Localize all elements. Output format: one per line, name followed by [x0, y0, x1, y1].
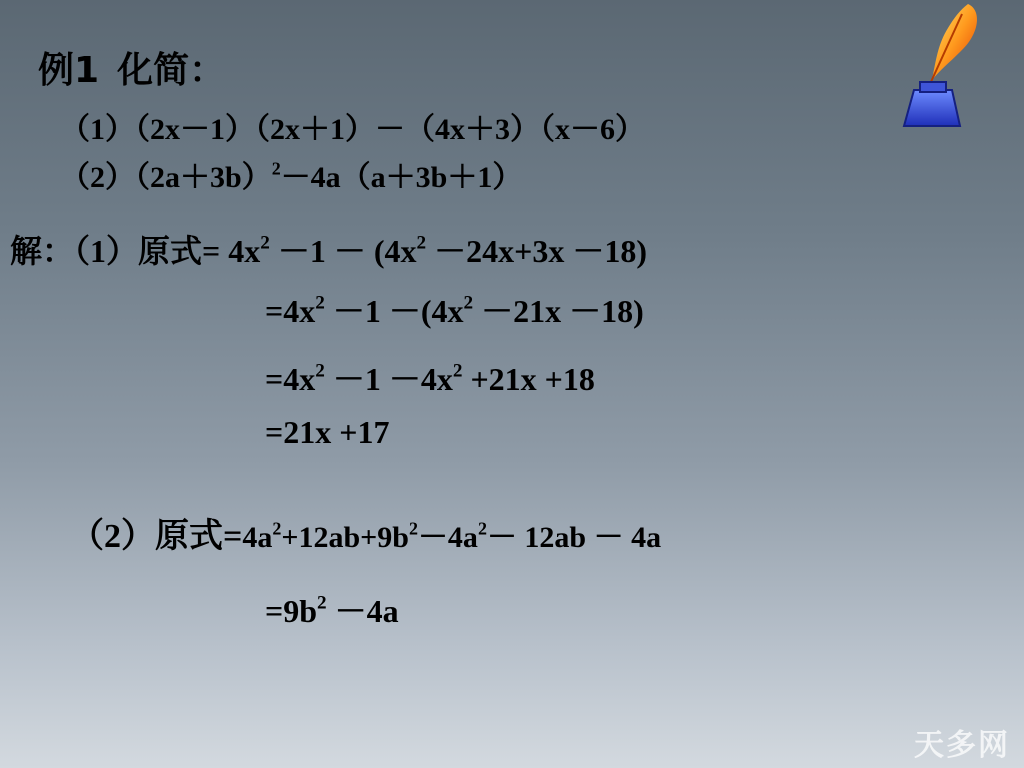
- math-term: +21x +18: [462, 361, 595, 397]
- math-term: －1 －(4x: [324, 293, 464, 329]
- watermark-logo: 天多网: [914, 728, 1010, 763]
- exponent: 2: [317, 592, 327, 614]
- exponent: 2: [463, 292, 474, 314]
- math-term: 4x: [228, 233, 261, 269]
- solution-2-expression: [242, 518, 662, 554]
- exponent: 2: [408, 518, 418, 539]
- exponent: 2: [315, 292, 325, 314]
- exponent: 2: [260, 232, 270, 254]
- quill-and-inkwell-icon: [890, 0, 986, 130]
- math-term: －24x+3x －18): [426, 233, 648, 269]
- exponent: 2: [477, 518, 487, 539]
- problem-1-text: （1）（2x－1）（2x＋1）－（4x＋3）（x－6）: [60, 113, 645, 146]
- math-term: 4a: [242, 521, 273, 554]
- exponent: 2: [271, 158, 281, 179]
- solution-line-2: [265, 286, 644, 332]
- solution-line-6: [265, 586, 399, 632]
- math-term: －1 －4x: [324, 361, 453, 397]
- problem-2-text-a: （2）（2a＋3b）: [60, 161, 272, 194]
- example-title: [38, 42, 243, 93]
- solution-line-1: [10, 226, 647, 272]
- solution-line-3: [265, 354, 595, 400]
- exponent: 2: [272, 518, 282, 539]
- math-term: －21x －18): [473, 293, 644, 329]
- math-term: －4a: [417, 521, 478, 554]
- math-term: =4x: [265, 361, 316, 397]
- problem-2: [60, 152, 522, 196]
- solution-part-2: [70, 508, 661, 557]
- math-term: =21x +17: [265, 414, 390, 450]
- solution-1-prefix: 解：（1）原式=: [10, 233, 229, 269]
- exponent: 2: [416, 232, 427, 254]
- exponent: 2: [315, 360, 325, 382]
- example-instruction: 化简：: [117, 50, 226, 91]
- problem-1: [60, 104, 645, 148]
- math-term: =9b: [265, 593, 318, 629]
- solution-line-4: [265, 414, 389, 451]
- example-label: 例1: [38, 50, 100, 91]
- solution-2-prefix: （2）原式=: [70, 518, 243, 555]
- exponent: 2: [452, 360, 463, 382]
- problem-2-text-b: －4a（a＋3b＋1）: [280, 161, 523, 194]
- math-term: －4a: [326, 593, 399, 629]
- math-term: －1 － (4x: [269, 233, 417, 269]
- math-term: =4x: [265, 293, 316, 329]
- math-term: +12ab+9b: [281, 521, 409, 554]
- math-term: － 12ab － 4a: [486, 521, 662, 554]
